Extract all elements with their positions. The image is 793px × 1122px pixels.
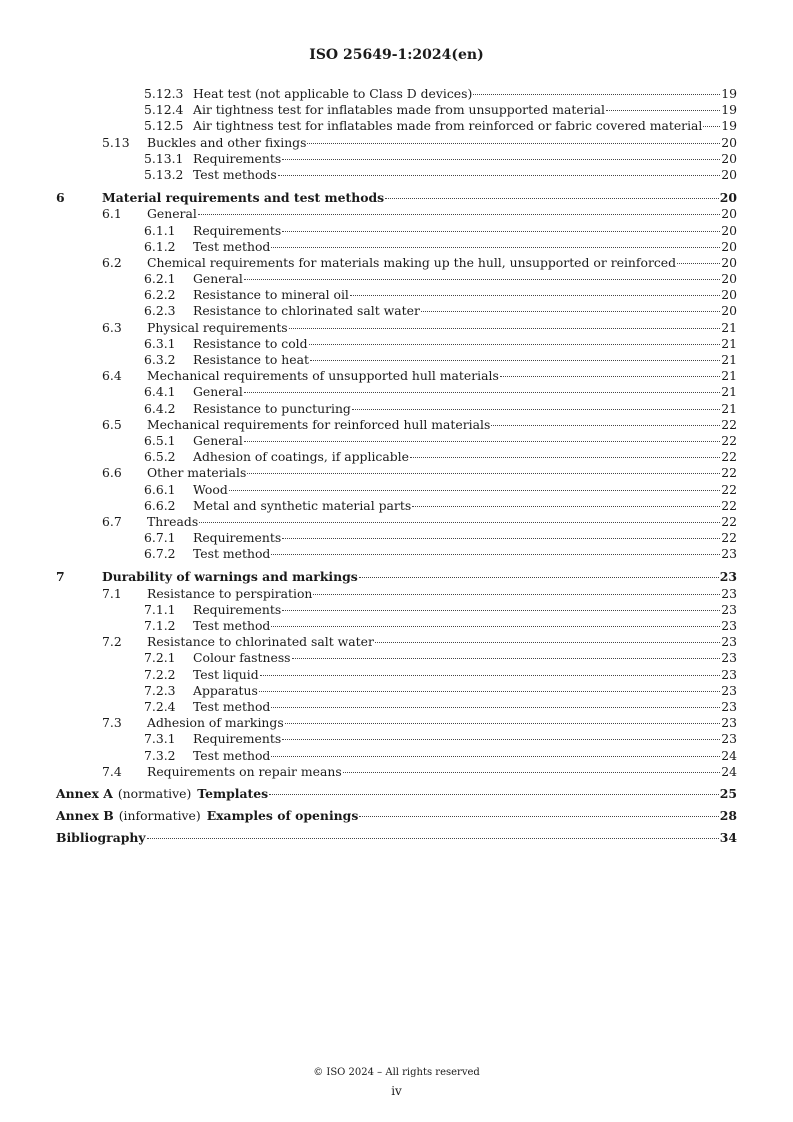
toc-entry-title: General (193, 432, 243, 448)
toc-entry-7-3-1[interactable] (56, 731, 737, 747)
toc-entry-title: Adhesion of markings (147, 715, 284, 731)
toc-entry-number: 7.4 (102, 763, 122, 779)
toc-entry-page: 23 (721, 715, 737, 731)
toc-entry-page: 22 (721, 530, 737, 546)
toc-entry-title: Resistance to chlorinated salt water (147, 634, 374, 650)
toc-entry-6[interactable] (56, 190, 737, 206)
toc-entry-number: 6.5 (102, 416, 122, 432)
toc-entry-title: Resistance to perspiration (147, 585, 313, 601)
toc-entry-title: Test method (193, 618, 271, 633)
annex-type: (normative) (117, 785, 192, 801)
toc-entry-number: 6.4.1 (144, 384, 176, 400)
toc-entry-page: 20 (721, 271, 737, 287)
toc-entry-6-1-2[interactable] (56, 239, 737, 255)
annex-label: Annex B (56, 808, 114, 824)
toc-entry-page: 20 (721, 222, 737, 238)
dot-leader (282, 609, 720, 611)
toc-entry-7-4[interactable] (56, 764, 737, 780)
toc-entry-5-12-5[interactable] (56, 118, 737, 134)
toc-entry-number: 7.3.2 (144, 747, 176, 763)
dot-leader (350, 294, 720, 296)
dot-leader (289, 327, 721, 329)
toc-entry-number: 6.2 (102, 254, 122, 270)
toc-entry-title: Requirements on repair means (147, 763, 342, 779)
table-of-contents (56, 86, 737, 846)
bibliography-title: Bibliography (56, 830, 146, 846)
dot-leader (313, 593, 720, 595)
toc-entry-title: Buckles and other fixings (147, 134, 307, 150)
annex-title: Examples of openings (206, 808, 359, 824)
toc-entry-number: 5.13.2 (144, 166, 184, 182)
toc-entry-7-2-3[interactable] (56, 683, 737, 699)
toc-entry-title: Durability of warnings and markings (102, 569, 358, 585)
dot-leader (412, 505, 720, 507)
dot-leader (244, 278, 720, 280)
toc-entry-5-13-2[interactable] (56, 167, 737, 183)
toc-entry-page: 20 (721, 238, 737, 254)
toc-entry-page: 24 (721, 763, 737, 779)
toc-entry-title: Other materials (147, 465, 247, 481)
toc-entry-page: 23 (721, 666, 737, 682)
annex-title: Templates (197, 785, 269, 801)
toc-entry-number: 5.13.1 (144, 150, 184, 166)
toc-entry-6-3-1[interactable] (56, 336, 737, 352)
toc-entry-number: 7.3 (102, 715, 122, 731)
toc-entry-number: 7.1.2 (144, 618, 176, 633)
toc-entry-7-3-2[interactable] (56, 748, 737, 764)
toc-entry-number: 6.4 (102, 368, 122, 384)
toc-entry-number: 7.2.1 (144, 650, 176, 666)
dot-leader (309, 343, 721, 345)
toc-entry-6-4-2[interactable] (56, 401, 737, 417)
toc-entry-7-1[interactable] (56, 586, 737, 602)
dot-leader (278, 174, 721, 176)
toc-entry-title: Mechanical requirements for reinforced hull materials (147, 416, 491, 432)
toc-entry-6-6[interactable] (56, 465, 737, 481)
toc-entry-title: Test method (193, 546, 271, 562)
toc-entry-title: Colour fastness (193, 650, 291, 666)
toc-entry-title: Test method (193, 747, 271, 763)
toc-entry-page: 22 (721, 465, 737, 481)
toc-entry-title: Physical requirements (147, 319, 288, 335)
toc-entry-7-2[interactable] (56, 634, 737, 650)
toc-entry-page: 23 (721, 601, 737, 617)
dot-leader (421, 310, 720, 312)
toc-entry-page: 19 (721, 118, 737, 134)
toc-entry-page: 23 (721, 682, 737, 698)
toc-entry-page: 23 (721, 634, 737, 650)
toc-entry-number: 6 (56, 190, 65, 206)
toc-entry-page: 21 (721, 384, 737, 400)
dot-leader (244, 440, 720, 442)
toc-entry-page: 21 (721, 400, 737, 416)
toc-entry-page: 20 (721, 206, 737, 222)
toc-entry-page: 22 (721, 513, 737, 529)
toc-entry-title: Material requirements and test methods (102, 190, 385, 206)
toc-entry-7-1-2[interactable] (56, 618, 737, 634)
toc-entry-page: 21 (721, 368, 737, 384)
toc-entry-title: General (193, 384, 243, 400)
dot-leader (310, 359, 720, 361)
toc-entry-page: 21 (721, 335, 737, 351)
toc-entry-number: 7.3.1 (144, 731, 176, 747)
dot-leader (359, 815, 718, 817)
toc-entry-6-5-1[interactable] (56, 433, 737, 449)
toc-entry-number: 6.5.1 (144, 432, 176, 448)
dot-leader (385, 197, 719, 199)
toc-entry-6-7-2[interactable] (56, 546, 737, 562)
toc-entry-page: 23 (721, 546, 737, 562)
toc-entry-number: 6.2.3 (144, 303, 176, 319)
toc-entry-page: 22 (721, 432, 737, 448)
dot-leader (677, 262, 720, 264)
dot-leader (292, 657, 721, 659)
toc-entry-number: 7.1 (102, 585, 122, 601)
toc-entry-6-4-1[interactable] (56, 384, 737, 400)
dot-leader (198, 213, 720, 215)
toc-entry-page: 22 (721, 416, 737, 432)
toc-entry-annex-a[interactable] (56, 786, 737, 802)
toc-entry-title: Test method (193, 698, 271, 714)
toc-entry-7-2-4[interactable] (56, 699, 737, 715)
toc-entry-6-7[interactable] (56, 514, 737, 530)
toc-entry-title: Resistance to puncturing (193, 400, 351, 416)
toc-entry-title: Requirements (193, 731, 282, 747)
dot-leader (703, 125, 720, 127)
toc-entry-page: 23 (721, 618, 737, 633)
toc-entry-number: 7.2.4 (144, 698, 176, 714)
toc-entry-number: 5.12.3 (144, 86, 184, 101)
page-number: iv (391, 1084, 402, 1098)
dot-leader (271, 706, 720, 708)
toc-entry-page: 20 (721, 150, 737, 166)
toc-entry-bibliography[interactable] (56, 830, 737, 846)
dot-leader (269, 793, 719, 795)
dot-leader (473, 93, 720, 95)
toc-entry-page: 19 (721, 86, 737, 101)
toc-entry-title: Resistance to chlorinated salt water (193, 303, 420, 319)
dot-leader (352, 408, 720, 410)
toc-entry-number: 7.2.3 (144, 682, 176, 698)
dot-leader (282, 230, 720, 232)
toc-entry-number: 6.6.1 (144, 481, 176, 497)
toc-entry-page: 19 (721, 102, 737, 118)
toc-entry-page: 23 (721, 698, 737, 714)
toc-entry-annex-b[interactable] (56, 808, 737, 824)
toc-entry-page: 23 (721, 650, 737, 666)
dot-leader (271, 755, 720, 757)
toc-entry-number: 6.1.2 (144, 238, 176, 254)
toc-entry-page: 20 (721, 254, 737, 270)
toc-entry-title: Adhesion of coatings, if applicable (193, 449, 409, 465)
toc-entry-page: 20 (721, 134, 737, 150)
copyright-footer: © ISO 2024 – All rights reserved (313, 1067, 480, 1078)
toc-entry-page: 24 (721, 747, 737, 763)
toc-entry-title: Test methods (193, 166, 277, 182)
annex-label: Annex A (56, 785, 113, 801)
toc-entry-6-6-2[interactable] (56, 498, 737, 514)
dot-leader (229, 489, 720, 491)
toc-entry-title: Resistance to cold (193, 335, 308, 351)
toc-entry-title: Wood (193, 481, 228, 497)
dot-leader (271, 246, 720, 248)
dot-leader (375, 641, 720, 643)
toc-entry-title: Test liquid (193, 666, 259, 682)
toc-entry-6-7-1[interactable] (56, 530, 737, 546)
toc-entry-title: General (193, 271, 243, 287)
dot-leader (259, 690, 720, 692)
toc-entry-6-6-1[interactable] (56, 482, 737, 498)
toc-entry-6-5-2[interactable] (56, 449, 737, 465)
toc-entry-title: Test method (193, 238, 271, 254)
dot-leader (247, 472, 720, 474)
dot-leader (271, 553, 720, 555)
dot-leader (282, 738, 720, 740)
toc-entry-page: 20 (721, 166, 737, 182)
toc-entry-title: Metal and synthetic material parts (193, 497, 412, 513)
dot-leader (359, 576, 719, 578)
toc-entry-page: 20 (721, 287, 737, 303)
toc-entry-title: Threads (147, 513, 199, 529)
toc-entry-number: 5.12.5 (144, 118, 184, 134)
dot-leader (491, 424, 720, 426)
toc-entry-7-3[interactable] (56, 715, 737, 731)
toc-entry-6-2-2[interactable] (56, 287, 737, 303)
toc-entry-number: 5.13 (102, 134, 130, 150)
toc-entry-6-1-1[interactable] (56, 223, 737, 239)
toc-entry-page: 20 (721, 303, 737, 319)
toc-entry-5-13[interactable] (56, 135, 737, 151)
dot-leader (343, 771, 721, 773)
toc-entry-page: 20 (719, 190, 737, 206)
toc-entry-page: 25 (719, 785, 737, 801)
toc-entry-number: 7.2.2 (144, 666, 176, 682)
toc-entry-page: 22 (721, 481, 737, 497)
toc-entry-6-2[interactable] (56, 255, 737, 271)
toc-entry-6-2-3[interactable] (56, 303, 737, 319)
dot-leader (260, 674, 721, 676)
toc-entry-title: Air tightness test for inflatables made from reinforced or fabric covered material (193, 118, 703, 134)
toc-entry-number: 6.2.1 (144, 271, 176, 287)
toc-entry-title: Heat test (not applicable to Class D devices) (193, 86, 473, 101)
toc-entry-title: Resistance to mineral oil (193, 287, 349, 303)
toc-entry-7[interactable] (56, 569, 737, 585)
toc-entry-page: 22 (721, 449, 737, 465)
toc-entry-7-2-2[interactable] (56, 667, 737, 683)
dot-leader (282, 537, 720, 539)
toc-entry-title: Chemical requirements for materials making up the hull, unsupported or reinforced (147, 254, 677, 270)
toc-entry-title: Requirements (193, 222, 282, 238)
toc-entry-number: 6.7.1 (144, 530, 176, 546)
toc-entry-page: 21 (721, 352, 737, 367)
toc-entry-number: 6.2.2 (144, 287, 176, 303)
dot-leader (606, 109, 720, 111)
toc-entry-title: Air tightness test for inflatables made from unsupported material (193, 102, 605, 118)
toc-entry-title: Resistance to heat (193, 352, 309, 367)
document-header: ISO 25649-1:2024(en) (309, 47, 484, 63)
toc-entry-number: 6.6 (102, 465, 122, 481)
toc-entry-page: 23 (721, 731, 737, 747)
toc-entry-number: 7 (56, 569, 65, 585)
toc-entry-6-5[interactable] (56, 417, 737, 433)
toc-entry-5-12-3[interactable] (56, 86, 737, 102)
toc-entry-number: 7.2 (102, 634, 122, 650)
annex-type: (informative) (118, 808, 201, 824)
dot-leader (271, 625, 720, 627)
toc-entry-title: Mechanical requirements of unsupported hull materials (147, 368, 499, 384)
toc-entry-title: Requirements (193, 530, 282, 546)
toc-entry-number: 6.3.1 (144, 335, 176, 351)
dot-leader (500, 375, 720, 377)
dot-leader (307, 142, 720, 144)
toc-entry-page: 34 (719, 830, 737, 846)
toc-entry-title: Requirements (193, 150, 282, 166)
toc-entry-title: Apparatus (193, 682, 258, 698)
toc-entry-7-1-1[interactable] (56, 602, 737, 618)
toc-entry-number: 6.1 (102, 206, 122, 222)
toc-entry-number: 6.4.2 (144, 400, 176, 416)
toc-entry-number: 6.3 (102, 319, 122, 335)
toc-entry-number: 6.1.1 (144, 222, 176, 238)
toc-entry-page: 28 (719, 808, 737, 824)
dot-leader (282, 158, 720, 160)
toc-entry-number: 6.5.2 (144, 449, 176, 465)
dot-leader (410, 456, 720, 458)
toc-entry-6-1[interactable] (56, 206, 737, 222)
dot-leader (244, 391, 720, 393)
toc-entry-page: 21 (721, 319, 737, 335)
toc-entry-6-3[interactable] (56, 320, 737, 336)
toc-entry-page: 22 (721, 497, 737, 513)
toc-entry-page: 23 (721, 585, 737, 601)
toc-entry-page: 23 (719, 569, 737, 585)
toc-entry-6-2-1[interactable] (56, 271, 737, 287)
toc-entry-6-4[interactable] (56, 368, 737, 384)
toc-entry-number: 5.12.4 (144, 102, 184, 118)
toc-entry-title: Requirements (193, 601, 282, 617)
toc-entry-number: 6.7 (102, 513, 122, 529)
toc-entry-5-13-1[interactable] (56, 151, 737, 167)
toc-entry-7-2-1[interactable] (56, 650, 737, 666)
dot-leader (147, 837, 719, 839)
toc-entry-number: 6.3.2 (144, 352, 176, 367)
toc-entry-number: 7.1.1 (144, 601, 176, 617)
toc-entry-title: General (147, 206, 197, 222)
toc-entry-5-12-4[interactable] (56, 102, 737, 118)
toc-entry-number: 6.7.2 (144, 546, 176, 562)
dot-leader (199, 521, 720, 523)
toc-entry-6-3-2[interactable] (56, 352, 737, 368)
dot-leader (285, 722, 721, 724)
toc-entry-number: 6.6.2 (144, 497, 176, 513)
